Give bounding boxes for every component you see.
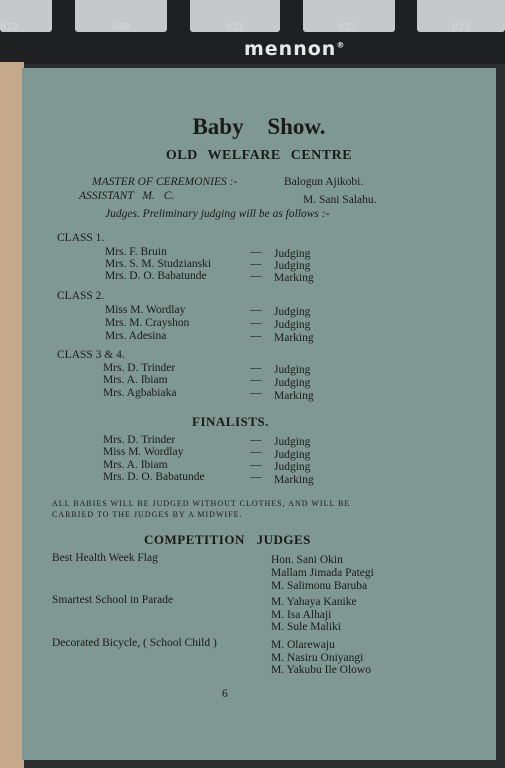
notice-text: CARRIED TO THE JUDGES BY A MIDWIFE. xyxy=(52,510,243,519)
frame-label: 020 xyxy=(112,22,131,33)
frame-label: 019 xyxy=(0,22,19,33)
judge-name: Miss M. Wordlay xyxy=(103,446,184,458)
dash: — xyxy=(250,434,262,446)
facing-page-edge xyxy=(0,62,24,768)
film-strip xyxy=(0,0,505,64)
official-name: Balogun Ajikobi. xyxy=(284,176,364,188)
document-page xyxy=(22,68,496,760)
dash: — xyxy=(250,374,262,386)
judges-intro: Judges. Preliminary judging will be as follows :- xyxy=(105,208,330,220)
dash: — xyxy=(250,330,262,342)
competition-judge: M. Isa Alhaji xyxy=(271,609,332,621)
page-subtitle: OLD WELFARE CENTRE xyxy=(165,148,353,163)
judge-name: Mrs. Agbabiaka xyxy=(103,387,177,399)
judge-name: Mrs. D. Trinder xyxy=(103,362,176,374)
judge-name: Mrs. D. O. Babatunde xyxy=(105,270,207,282)
dash: — xyxy=(250,270,262,282)
judge-task: Marking xyxy=(274,272,314,284)
competition-judge: Mallam Jimada Pategi xyxy=(271,567,374,579)
official-role: ASSISTANT M. C. xyxy=(79,190,175,202)
official-role: MASTER OF CEREMONIES :- xyxy=(92,176,238,188)
brand-mark: ® xyxy=(336,40,346,50)
competition-judge: M. Sule Maliki xyxy=(271,621,341,633)
notice-text: ALL BABIES WILL BE JUDGED WITHOUT CLOTHES, AND WILL BE xyxy=(52,499,351,508)
competition-judge: Hon. Sani Okin xyxy=(271,554,343,566)
competition-judge: M. Olarewaju xyxy=(271,639,335,651)
dash: — xyxy=(250,246,262,258)
judge-task: Judging xyxy=(274,319,311,331)
judge-name: Mrs. M. Crayshon xyxy=(105,317,190,329)
judge-task: Marking xyxy=(274,332,314,344)
brand-logo xyxy=(244,38,345,60)
competition-judge: M. Salimonu Baruba xyxy=(271,580,368,592)
judge-name: Mrs. D. Trinder xyxy=(103,434,176,446)
judge-task: Marking xyxy=(274,390,314,402)
frame-label: 021 xyxy=(226,22,245,33)
frame-label: 023 xyxy=(452,22,471,33)
dash: — xyxy=(250,387,262,399)
dash: — xyxy=(250,304,262,316)
judge-name: Mrs. S. M. Studzianski xyxy=(105,258,212,270)
judge-name: Mrs. Adesina xyxy=(105,330,167,342)
judge-task: Judging xyxy=(274,449,311,461)
judge-name: Mrs. D. O. Babatunde xyxy=(103,471,205,483)
judge-task: Judging xyxy=(274,377,311,389)
page-number: 6 xyxy=(222,688,228,700)
judge-task: Judging xyxy=(274,306,311,318)
judge-name: Mrs. F. Bruin xyxy=(105,246,167,258)
judge-task: Judging xyxy=(274,248,311,260)
frame-label: 022 xyxy=(338,22,357,33)
judge-name: Miss M. Wordlay xyxy=(105,304,186,316)
competition-judge: M. Yahaya Kanike xyxy=(271,596,357,608)
class-label: CLASS 2. xyxy=(57,290,105,302)
dash: — xyxy=(250,459,262,471)
dash: — xyxy=(250,317,262,329)
finalists-heading: FINALISTS. xyxy=(192,414,269,429)
judge-task: Marking xyxy=(274,474,314,486)
competition-judge: M. Nasiru Oniyangi xyxy=(271,652,364,664)
judge-task: Judging xyxy=(274,364,311,376)
competition-event: Smartest School in Parade xyxy=(52,594,174,606)
class-label: CLASS 3 & 4. xyxy=(57,349,125,361)
judge-task: Judging xyxy=(274,461,311,473)
competition-judge: M. Yakubu Ile Olowo xyxy=(271,664,371,676)
dash: — xyxy=(250,446,262,458)
competition-event: Decorated Bicycle, ( School Child ) xyxy=(52,637,217,649)
judge-name: Mrs. A. Ibiam xyxy=(103,374,168,386)
official-name: M. Sani Salahu. xyxy=(303,194,377,206)
judge-name: Mrs. A. Ibiam xyxy=(103,459,168,471)
judge-task: Judging xyxy=(274,436,311,448)
competition-event: Best Health Week Flag xyxy=(52,552,158,564)
class-label: CLASS 1. xyxy=(57,232,105,244)
dash: — xyxy=(250,362,262,374)
dash: — xyxy=(250,471,262,483)
brand-name: mennon xyxy=(244,38,337,60)
dash: — xyxy=(250,258,262,270)
page-title: Baby Show. xyxy=(192,114,326,139)
competition-heading: COMPETITION JUDGES xyxy=(144,532,311,547)
judge-task: Judging xyxy=(274,260,311,272)
